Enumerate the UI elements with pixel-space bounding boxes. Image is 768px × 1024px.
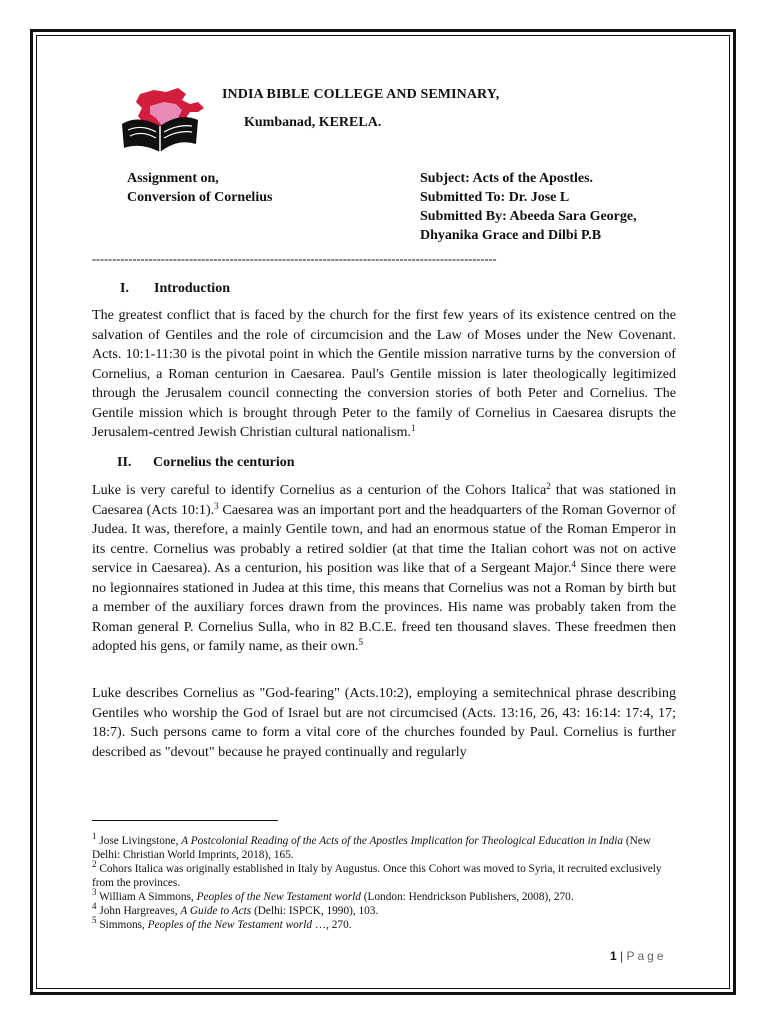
section-number: I. [120,281,129,296]
footnote-text: Cohors Italica was originally established in Italy by Augustus. Once this Cohort was moved to Syria, it recruited exclusively from the provinces. [92,863,662,889]
footnote-item [92,915,676,932]
paragraph-cornelius [92,481,676,657]
paragraph-text: The greatest conflict that is faced by the church for the first few years of its existence centred on the salvation of Gentiles and the role of circumcision and the Law of Moses under the New Covenant. Acts. 10:1-11:30 is the pivotal point in which the Gentile mission narrative turns by the conversion of Cornelius, a Roman centurion in Caesarea. Paul's Gentile mission is later theologically legitimized through the Jerusalem council connecting the conversion stories of both Peter and Cornelius. The Gentile mission which is brought through Peter to the family of Cornelius in Caesarea disrupts the Jerusalem-centred Jewish Christian cultural nationalism. [92,307,676,440]
footnote-text: (New Delhi: Christian World Imprints, 2018), 165. [92,835,651,861]
paragraph-text: Luke is very careful to identify Cornelius as a centurion of the Cohors Italica [92,482,547,498]
footnote-ref: 5 [358,637,364,647]
footnote-title: A Postcolonial Reading of the Acts of the Apostles Implication for Theological Education in India [181,835,624,847]
footnote-text: (London: Hendrickson Publishers, 2008), 270. [360,891,574,903]
paragraph-text: that was stationed in Caesarea (Acts 10:1). [92,482,677,518]
section-title: Introduction [154,281,230,296]
footnote-mark: 1 [92,831,97,841]
assignment-label: Assignment on, [127,171,219,186]
footnote-title: Peoples of the New Testament world [147,919,312,931]
footnote-ref: 2 [546,481,551,491]
page-number: 1 [610,949,617,963]
footnote-separator [92,820,278,821]
page-separator: | [620,949,624,963]
footnote-mark: 5 [92,915,97,925]
college-name: INDIA BIBLE COLLEGE AND SEMINARY, [222,87,500,102]
footnote-ref: 1 [410,423,416,433]
footnote-text: Jose Livingstone, [96,835,182,847]
section-number: II. [117,455,132,470]
footnote-item [92,901,676,918]
footnote-mark: 4 [92,901,97,911]
college-location: Kumbanad, KERELA. [244,115,382,130]
footnote-item [92,887,676,904]
footnote-title: A Guide to Acts [180,905,252,917]
page-number-footer [610,949,667,963]
footnote-text: John Hargreaves, [96,905,181,917]
footnote-mark: 2 [92,859,97,869]
dashed-divider: ---------------------------------------------------------------------------------------------------- [92,253,497,265]
submitted-by-line-2: Dhyanika Grace and Dilbi P.B [420,228,602,243]
footnote-text: Simmons, [96,919,148,931]
footnote-item [92,859,676,890]
paragraph-text: Caesarea was an important port and the headquarters of the Roman Governor of Judea. It was, therefore, a mainly Gentile town, and had an enormous statue of the Roman Emperor in its centre. Cornelius was probably a retired soldier (at that time the Italian cohort was not on active service in Caesarea). As a centurion, his position was like that of a Sergeant Major. [92,501,677,576]
page-label: Page [626,949,667,963]
footnote-text: (Delhi: ISPCK, 1990), 103. [251,905,379,917]
footnote-item [92,831,676,862]
submitted-to-line: Submitted To: Dr. Jose L [420,190,570,205]
footnote-ref: 4 [571,559,576,569]
subject-line: Subject: Acts of the Apostles. [420,171,594,186]
paragraph-introduction [92,306,676,443]
footnote-ref: 3 [214,500,219,511]
submitted-by-line: Submitted By: Abeeda Sara George, [420,209,637,224]
footnote-title: Peoples of the New Testament world [196,891,361,903]
footnote-text: William A Simmons, [96,891,197,903]
paragraph-text: Luke describes Cornelius as "God-fearing" (Acts.10:2), employing a semitechnical phrase describing Gentiles who worship the God of Israel but are not circumcised (Acts. 13:16, 26, 43: 16:14: 17:4, 17; 18:7). Such persons came to form a vital core of the churches founded by Paul. Cornelius is further described as "devout" because he prayed continually and regularly [92,685,676,760]
india-map-bible-logo-icon [120,86,216,158]
submission-details [420,169,637,245]
footnotes [92,831,676,932]
footnote-mark: 3 [92,887,97,897]
paragraph-god-fearing [92,684,676,762]
assignment-title-block [127,169,272,207]
footnote-text: …, 270. [312,919,352,931]
paragraph-text: Since there were no legionnaires stationed in Judea at this time, this means that Cornelius was not a Roman by birth but a member of the auxiliary forces drawn from the provinces. His name was probably taken from the Roman general P. Cornelius Sulla, who in 82 B.C.E. freed ten thousand slaves. These freedmen then adopted his gens, or family name, as their own. [92,560,676,654]
section-title: Cornelius the centurion [153,455,295,470]
assignment-topic: Conversion of Cornelius [127,190,273,205]
